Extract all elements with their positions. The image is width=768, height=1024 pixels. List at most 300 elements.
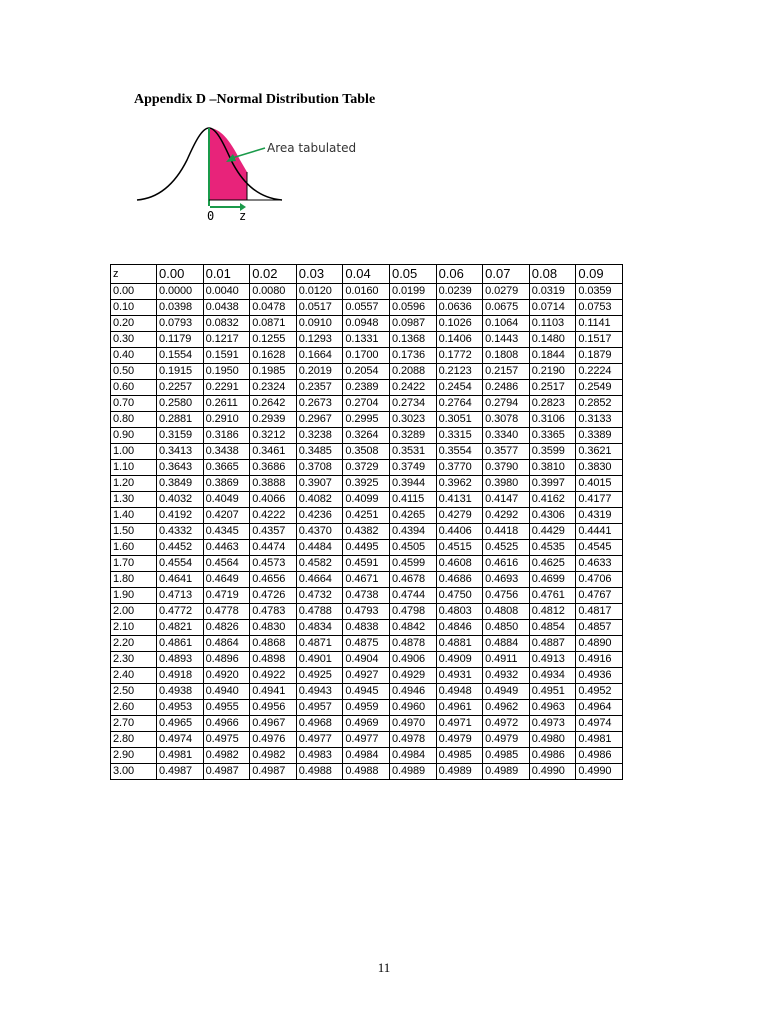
probability-cell: 0.4961: [436, 700, 483, 716]
probability-cell: 0.4834: [296, 620, 343, 636]
probability-cell: 0.4983: [296, 748, 343, 764]
probability-cell: 0.4987: [203, 764, 250, 780]
probability-cell: 0.2852: [576, 396, 623, 412]
probability-cell: 0.0596: [389, 300, 436, 316]
probability-cell: 0.3289: [389, 428, 436, 444]
probability-cell: 0.1141: [576, 316, 623, 332]
probability-cell: 0.4382: [343, 524, 390, 540]
header-0-01: 0.01: [203, 265, 250, 284]
probability-cell: 0.4656: [250, 572, 297, 588]
probability-cell: 0.3665: [203, 460, 250, 476]
table-row: [111, 620, 623, 636]
probability-cell: 0.4904: [343, 652, 390, 668]
probability-cell: 0.4099: [343, 492, 390, 508]
probability-cell: 0.4778: [203, 604, 250, 620]
probability-cell: 0.0987: [389, 316, 436, 332]
probability-cell: 0.3830: [576, 460, 623, 476]
probability-cell: 0.4608: [436, 556, 483, 572]
probability-cell: 0.1950: [203, 364, 250, 380]
probability-cell: 0.4984: [343, 748, 390, 764]
probability-cell: 0.3238: [296, 428, 343, 444]
probability-cell: 0.4955: [203, 700, 250, 716]
probability-cell: 0.4370: [296, 524, 343, 540]
table-row: [111, 636, 623, 652]
probability-cell: 0.4922: [250, 668, 297, 684]
probability-cell: 0.4162: [529, 492, 576, 508]
z-value-cell: 0.20: [111, 316, 157, 332]
probability-cell: 0.4975: [203, 732, 250, 748]
probability-cell: 0.4713: [157, 588, 204, 604]
probability-cell: 0.0675: [483, 300, 530, 316]
probability-cell: 0.3686: [250, 460, 297, 476]
probability-cell: 0.4236: [296, 508, 343, 524]
probability-cell: 0.4830: [250, 620, 297, 636]
probability-cell: 0.0160: [343, 284, 390, 300]
probability-cell: 0.4406: [436, 524, 483, 540]
z-value-cell: 1.00: [111, 444, 157, 460]
z-value-cell: 2.80: [111, 732, 157, 748]
header-0-05: 0.05: [389, 265, 436, 284]
probability-cell: 0.2088: [389, 364, 436, 380]
table-row: [111, 348, 623, 364]
probability-cell: 0.4988: [343, 764, 390, 780]
probability-cell: 0.4750: [436, 588, 483, 604]
probability-cell: 0.4974: [157, 732, 204, 748]
table-row: [111, 764, 623, 780]
probability-cell: 0.2642: [250, 396, 297, 412]
probability-cell: 0.4032: [157, 492, 204, 508]
table-row: [111, 300, 623, 316]
table-row: [111, 476, 623, 492]
z-value-cell: 2.90: [111, 748, 157, 764]
probability-cell: 0.1879: [576, 348, 623, 364]
page-number: 11: [377, 960, 391, 975]
probability-cell: 0.4265: [389, 508, 436, 524]
probability-cell: 0.0714: [529, 300, 576, 316]
probability-cell: 0.3413: [157, 444, 204, 460]
probability-cell: 0.4861: [157, 636, 204, 652]
probability-cell: 0.4925: [296, 668, 343, 684]
probability-cell: 0.4357: [250, 524, 297, 540]
table-header-row: [111, 265, 623, 284]
probability-cell: 0.4963: [529, 700, 576, 716]
probability-cell: 0.4788: [296, 604, 343, 620]
normal-distribution-table: [110, 264, 623, 780]
probability-cell: 0.4986: [529, 748, 576, 764]
probability-cell: 0.4988: [296, 764, 343, 780]
z-value-cell: 0.10: [111, 300, 157, 316]
z-value-cell: 0.50: [111, 364, 157, 380]
table-row: [111, 716, 623, 732]
probability-cell: 0.1406: [436, 332, 483, 348]
probability-cell: 0.3849: [157, 476, 204, 492]
probability-cell: 0.4956: [250, 700, 297, 716]
probability-cell: 0.4251: [343, 508, 390, 524]
probability-cell: 0.4664: [296, 572, 343, 588]
table-row: [111, 332, 623, 348]
table-row: [111, 364, 623, 380]
probability-cell: 0.4957: [296, 700, 343, 716]
probability-cell: 0.2019: [296, 364, 343, 380]
z-value-cell: 1.70: [111, 556, 157, 572]
probability-cell: 0.2054: [343, 364, 390, 380]
z-value-cell: 2.10: [111, 620, 157, 636]
probability-cell: 0.0319: [529, 284, 576, 300]
probability-cell: 0.4192: [157, 508, 204, 524]
z-value-cell: 2.00: [111, 604, 157, 620]
probability-cell: 0.3997: [529, 476, 576, 492]
probability-cell: 0.4864: [203, 636, 250, 652]
table-row: [111, 444, 623, 460]
probability-cell: 0.4582: [296, 556, 343, 572]
probability-cell: 0.0832: [203, 316, 250, 332]
probability-cell: 0.0239: [436, 284, 483, 300]
probability-cell: 0.3159: [157, 428, 204, 444]
probability-cell: 0.3643: [157, 460, 204, 476]
probability-cell: 0.4854: [529, 620, 576, 636]
header-0-02: 0.02: [250, 265, 297, 284]
probability-cell: 0.3621: [576, 444, 623, 460]
probability-cell: 0.1179: [157, 332, 204, 348]
probability-cell: 0.4474: [250, 540, 297, 556]
probability-cell: 0.3944: [389, 476, 436, 492]
probability-cell: 0.4881: [436, 636, 483, 652]
z-value-cell: 0.30: [111, 332, 157, 348]
probability-cell: 0.2190: [529, 364, 576, 380]
probability-cell: 0.0359: [576, 284, 623, 300]
probability-cell: 0.4066: [250, 492, 297, 508]
probability-cell: 0.4973: [529, 716, 576, 732]
probability-cell: 0.2549: [576, 380, 623, 396]
probability-cell: 0.3962: [436, 476, 483, 492]
probability-cell: 0.0398: [157, 300, 204, 316]
probability-cell: 0.4964: [576, 700, 623, 716]
probability-cell: 0.4920: [203, 668, 250, 684]
normal-curve-diagram: [132, 120, 372, 230]
probability-cell: 0.4808: [483, 604, 530, 620]
probability-cell: 0.4887: [529, 636, 576, 652]
probability-cell: 0.4625: [529, 556, 576, 572]
probability-cell: 0.4976: [250, 732, 297, 748]
probability-cell: 0.4913: [529, 652, 576, 668]
probability-cell: 0.4678: [389, 572, 436, 588]
probability-cell: 0.2995: [343, 412, 390, 428]
probability-cell: 0.4049: [203, 492, 250, 508]
probability-cell: 0.4616: [483, 556, 530, 572]
probability-cell: 0.4971: [436, 716, 483, 732]
probability-cell: 0.0279: [483, 284, 530, 300]
probability-cell: 0.1517: [576, 332, 623, 348]
z-value-cell: 1.30: [111, 492, 157, 508]
probability-cell: 0.4846: [436, 620, 483, 636]
probability-cell: 0.2734: [389, 396, 436, 412]
probability-cell: 0.4984: [389, 748, 436, 764]
probability-cell: 0.1915: [157, 364, 204, 380]
z-label: z: [239, 209, 247, 223]
probability-cell: 0.3729: [343, 460, 390, 476]
probability-cell: 0.4803: [436, 604, 483, 620]
probability-cell: 0.4918: [157, 668, 204, 684]
probability-cell: 0.4633: [576, 556, 623, 572]
probability-cell: 0.2881: [157, 412, 204, 428]
probability-cell: 0.4974: [576, 716, 623, 732]
probability-cell: 0.0478: [250, 300, 297, 316]
probability-cell: 0.4441: [576, 524, 623, 540]
probability-cell: 0.2324: [250, 380, 297, 396]
probability-cell: 0.1700: [343, 348, 390, 364]
probability-cell: 0.3888: [250, 476, 297, 492]
probability-cell: 0.4115: [389, 492, 436, 508]
probability-cell: 0.1985: [250, 364, 297, 380]
probability-cell: 0.1591: [203, 348, 250, 364]
probability-cell: 0.4719: [203, 588, 250, 604]
probability-cell: 0.0120: [296, 284, 343, 300]
table-row: [111, 668, 623, 684]
probability-cell: 0.4893: [157, 652, 204, 668]
table-row: [111, 380, 623, 396]
probability-cell: 0.0517: [296, 300, 343, 316]
probability-cell: 0.0753: [576, 300, 623, 316]
z-value-cell: 1.60: [111, 540, 157, 556]
probability-cell: 0.4896: [203, 652, 250, 668]
probability-cell: 0.3051: [436, 412, 483, 428]
probability-cell: 0.3023: [389, 412, 436, 428]
z-value-cell: 0.40: [111, 348, 157, 364]
probability-cell: 0.2580: [157, 396, 204, 412]
probability-cell: 0.0793: [157, 316, 204, 332]
probability-cell: 0.4726: [250, 588, 297, 604]
probability-cell: 0.4952: [576, 684, 623, 700]
probability-cell: 0.4941: [250, 684, 297, 700]
probability-cell: 0.3749: [389, 460, 436, 476]
probability-cell: 0.2764: [436, 396, 483, 412]
probability-cell: 0.4671: [343, 572, 390, 588]
probability-cell: 0.1480: [529, 332, 576, 348]
z-value-cell: 2.50: [111, 684, 157, 700]
probability-cell: 0.3508: [343, 444, 390, 460]
probability-cell: 0.1026: [436, 316, 483, 332]
probability-cell: 0.4463: [203, 540, 250, 556]
probability-cell: 0.4985: [483, 748, 530, 764]
probability-cell: 0.1293: [296, 332, 343, 348]
shaded-area: [209, 128, 247, 200]
z-value-cell: 2.30: [111, 652, 157, 668]
header-0-00: 0.00: [157, 265, 204, 284]
probability-cell: 0.4931: [436, 668, 483, 684]
probability-cell: 0.4987: [250, 764, 297, 780]
z-value-cell: 1.80: [111, 572, 157, 588]
probability-cell: 0.4878: [389, 636, 436, 652]
probability-cell: 0.1255: [250, 332, 297, 348]
probability-cell: 0.4686: [436, 572, 483, 588]
page-title: Appendix D –Normal Distribution Table: [134, 92, 376, 107]
probability-cell: 0.2257: [157, 380, 204, 396]
probability-cell: 0.4968: [296, 716, 343, 732]
probability-cell: 0.1844: [529, 348, 576, 364]
probability-cell: 0.4909: [436, 652, 483, 668]
probability-cell: 0.1368: [389, 332, 436, 348]
probability-cell: 0.4505: [389, 540, 436, 556]
header-0-06: 0.06: [436, 265, 483, 284]
probability-cell: 0.4943: [296, 684, 343, 700]
probability-cell: 0.4960: [389, 700, 436, 716]
probability-cell: 0.4429: [529, 524, 576, 540]
z-value-cell: 1.10: [111, 460, 157, 476]
probability-cell: 0.3869: [203, 476, 250, 492]
probability-cell: 0.0636: [436, 300, 483, 316]
probability-cell: 0.4927: [343, 668, 390, 684]
probability-cell: 0.4934: [529, 668, 576, 684]
probability-cell: 0.1331: [343, 332, 390, 348]
probability-cell: 0.3770: [436, 460, 483, 476]
probability-cell: 0.2794: [483, 396, 530, 412]
probability-cell: 0.4979: [436, 732, 483, 748]
probability-cell: 0.4953: [157, 700, 204, 716]
probability-cell: 0.2357: [296, 380, 343, 396]
probability-cell: 0.4319: [576, 508, 623, 524]
probability-cell: 0.4868: [250, 636, 297, 652]
probability-cell: 0.4901: [296, 652, 343, 668]
probability-cell: 0.4884: [483, 636, 530, 652]
probability-cell: 0.4772: [157, 604, 204, 620]
z-value-cell: 2.60: [111, 700, 157, 716]
probability-cell: 0.4495: [343, 540, 390, 556]
probability-cell: 0.4990: [576, 764, 623, 780]
probability-cell: 0.3708: [296, 460, 343, 476]
probability-cell: 0.0871: [250, 316, 297, 332]
probability-cell: 0.1554: [157, 348, 204, 364]
probability-cell: 0.4898: [250, 652, 297, 668]
probability-cell: 0.4418: [483, 524, 530, 540]
probability-cell: 0.4564: [203, 556, 250, 572]
probability-cell: 0.4970: [389, 716, 436, 732]
probability-cell: 0.3365: [529, 428, 576, 444]
probability-cell: 0.4535: [529, 540, 576, 556]
probability-cell: 0.4793: [343, 604, 390, 620]
probability-cell: 0.4699: [529, 572, 576, 588]
probability-cell: 0.4744: [389, 588, 436, 604]
probability-cell: 0.4706: [576, 572, 623, 588]
header-0-08: 0.08: [529, 265, 576, 284]
probability-cell: 0.4965: [157, 716, 204, 732]
probability-cell: 0.4911: [483, 652, 530, 668]
probability-cell: 0.4969: [343, 716, 390, 732]
probability-cell: 0.3212: [250, 428, 297, 444]
probability-cell: 0.4962: [483, 700, 530, 716]
probability-cell: 0.4916: [576, 652, 623, 668]
probability-cell: 0.1772: [436, 348, 483, 364]
probability-cell: 0.2422: [389, 380, 436, 396]
probability-cell: 0.4929: [389, 668, 436, 684]
probability-cell: 0.4981: [576, 732, 623, 748]
probability-cell: 0.4977: [343, 732, 390, 748]
probability-cell: 0.4394: [389, 524, 436, 540]
probability-cell: 0.2611: [203, 396, 250, 412]
probability-cell: 0.2224: [576, 364, 623, 380]
table-row: [111, 396, 623, 412]
probability-cell: 0.4515: [436, 540, 483, 556]
normal-curve-figure: [132, 120, 372, 230]
z-value-cell: 1.20: [111, 476, 157, 492]
table-row: [111, 748, 623, 764]
probability-cell: 0.4082: [296, 492, 343, 508]
probability-cell: 0.3907: [296, 476, 343, 492]
probability-cell: 0.3980: [483, 476, 530, 492]
probability-cell: 0.2291: [203, 380, 250, 396]
probability-cell: 0.2517: [529, 380, 576, 396]
probability-cell: 0.4817: [576, 604, 623, 620]
probability-cell: 0.3078: [483, 412, 530, 428]
probability-cell: 0.4989: [483, 764, 530, 780]
probability-cell: 0.3599: [529, 444, 576, 460]
probability-cell: 0.0557: [343, 300, 390, 316]
z-value-cell: 0.00: [111, 284, 157, 300]
probability-cell: 0.2486: [483, 380, 530, 396]
probability-cell: 0.3133: [576, 412, 623, 428]
probability-cell: 0.4131: [436, 492, 483, 508]
probability-cell: 0.2389: [343, 380, 390, 396]
zero-label: 0: [207, 209, 215, 223]
probability-cell: 0.0040: [203, 284, 250, 300]
probability-cell: 0.4977: [296, 732, 343, 748]
probability-cell: 0.4945: [343, 684, 390, 700]
probability-cell: 0.4821: [157, 620, 204, 636]
probability-cell: 0.3389: [576, 428, 623, 444]
callout-leader-line: [232, 148, 265, 158]
probability-cell: 0.4951: [529, 684, 576, 700]
probability-cell: 0.4826: [203, 620, 250, 636]
probability-cell: 0.4452: [157, 540, 204, 556]
probability-cell: 0.3925: [343, 476, 390, 492]
probability-cell: 0.4989: [389, 764, 436, 780]
probability-cell: 0.4979: [483, 732, 530, 748]
probability-cell: 0.3810: [529, 460, 576, 476]
z-value-cell: 1.50: [111, 524, 157, 540]
table-row: [111, 492, 623, 508]
probability-cell: 0.2673: [296, 396, 343, 412]
probability-cell: 0.4484: [296, 540, 343, 556]
probability-cell: 0.1443: [483, 332, 530, 348]
probability-cell: 0.0080: [250, 284, 297, 300]
probability-cell: 0.1808: [483, 348, 530, 364]
probability-cell: 0.4207: [203, 508, 250, 524]
area-tabulated-label: Area tabulated: [267, 141, 357, 155]
z-value-cell: 1.90: [111, 588, 157, 604]
probability-cell: 0.0910: [296, 316, 343, 332]
table-row: [111, 700, 623, 716]
probability-cell: 0.1217: [203, 332, 250, 348]
probability-cell: 0.1103: [529, 316, 576, 332]
probability-cell: 0.2454: [436, 380, 483, 396]
probability-cell: 0.4981: [157, 748, 204, 764]
table-row: [111, 428, 623, 444]
probability-cell: 0.4292: [483, 508, 530, 524]
probability-cell: 0.4987: [157, 764, 204, 780]
header-z: z: [111, 265, 157, 284]
table-row: [111, 316, 623, 332]
table-row: [111, 604, 623, 620]
probability-cell: 0.4982: [203, 748, 250, 764]
probability-cell: 0.4985: [436, 748, 483, 764]
probability-cell: 0.1664: [296, 348, 343, 364]
probability-cell: 0.3315: [436, 428, 483, 444]
probability-cell: 0.4989: [436, 764, 483, 780]
probability-cell: 0.4756: [483, 588, 530, 604]
probability-cell: 0.4147: [483, 492, 530, 508]
probability-cell: 0.4875: [343, 636, 390, 652]
z-value-cell: 2.70: [111, 716, 157, 732]
probability-cell: 0.3438: [203, 444, 250, 460]
